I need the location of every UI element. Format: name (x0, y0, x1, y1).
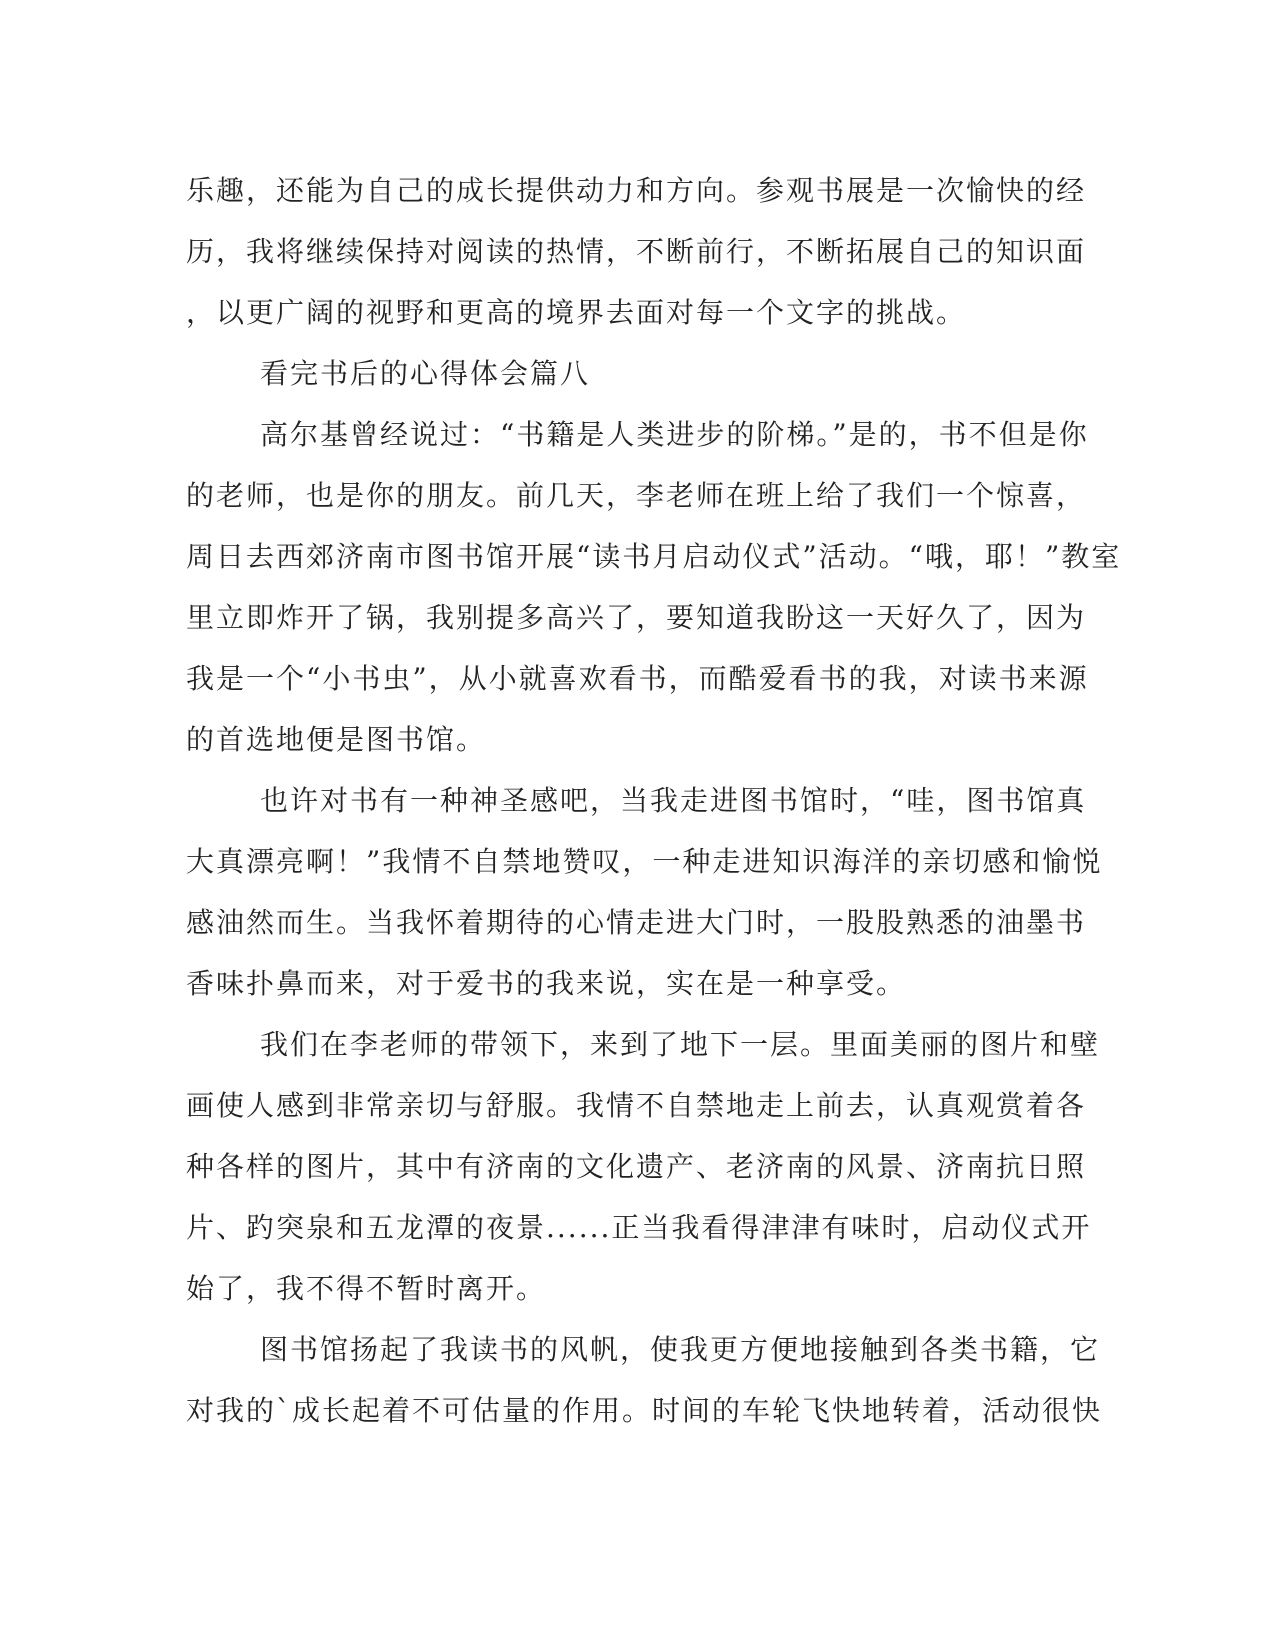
text-line: 对我的`成长起着不可估量的作用。时间的车轮飞快地转着，活动很快 (186, 1394, 1103, 1427)
text-line: 片、趵突泉和五龙潭的夜景......正当我看得津津有味时，启动仪式开 (186, 1211, 1092, 1244)
text-line: 种各样的图片，其中有济南的文化遗产、老济南的风景、济南抗日照 (186, 1150, 1087, 1183)
text-line: 图书馆扬起了我读书的风帆，使我更方便地接触到各类书籍，它 (260, 1333, 1101, 1366)
text-line: 乐趣，还能为自己的成长提供动力和方向。参观书展是一次愉快的经 (186, 174, 1087, 207)
text-line: 历，我将继续保持对阅读的热情，不断前行，不断拓展自己的知识面 (186, 235, 1087, 268)
text-line: 我是一个“小书虫”，从小就喜欢看书，而酷爱看书的我，对读书来源 (186, 662, 1089, 695)
text-line: 的首选地便是图书馆。 (186, 723, 487, 756)
text-line: 始了，我不得不暂时离开。 (186, 1272, 547, 1305)
text-line: 感油然而生。当我怀着期待的心情走进大门时，一股股熟悉的油墨书 (186, 906, 1087, 939)
text-line: 我们在李老师的带领下，来到了地下一层。里面美丽的图片和壁 (260, 1028, 1101, 1061)
text-line: 周日去西郊济南市图书馆开展“读书月启动仪式”活动。“哦，耶！”教室 (186, 540, 1122, 573)
text-line: 也许对书有一种神圣感吧，当我走进图书馆时，“哇，图书馆真 (260, 784, 1087, 817)
text-line: 高尔基曾经说过：“书籍是人类进步的阶梯。”是的，书不但是你 (260, 418, 1089, 451)
text-line: 里立即炸开了锅，我别提多高兴了，要知道我盼这一天好久了，因为 (186, 601, 1087, 634)
text-line: 香味扑鼻而来，对于爱书的我来说，实在是一种享受。 (186, 967, 907, 1000)
section-heading: 看完书后的心得体会篇八 (260, 357, 591, 390)
text-line: 大真漂亮啊！”我情不自禁地赞叹，一种走进知识海洋的亲切感和愉悦 (186, 845, 1103, 878)
document-body (186, 160, 1122, 1441)
text-line: 的老师，也是你的朋友。前几天，李老师在班上给了我们一个惊喜， (186, 479, 1087, 512)
text-line: 画使人感到非常亲切与舒服。我情不自禁地走上前去，认真观赏着各 (186, 1089, 1087, 1122)
text-line: ，以更广阔的视野和更高的境界去面对每一个文字的挑战。 (186, 296, 967, 329)
